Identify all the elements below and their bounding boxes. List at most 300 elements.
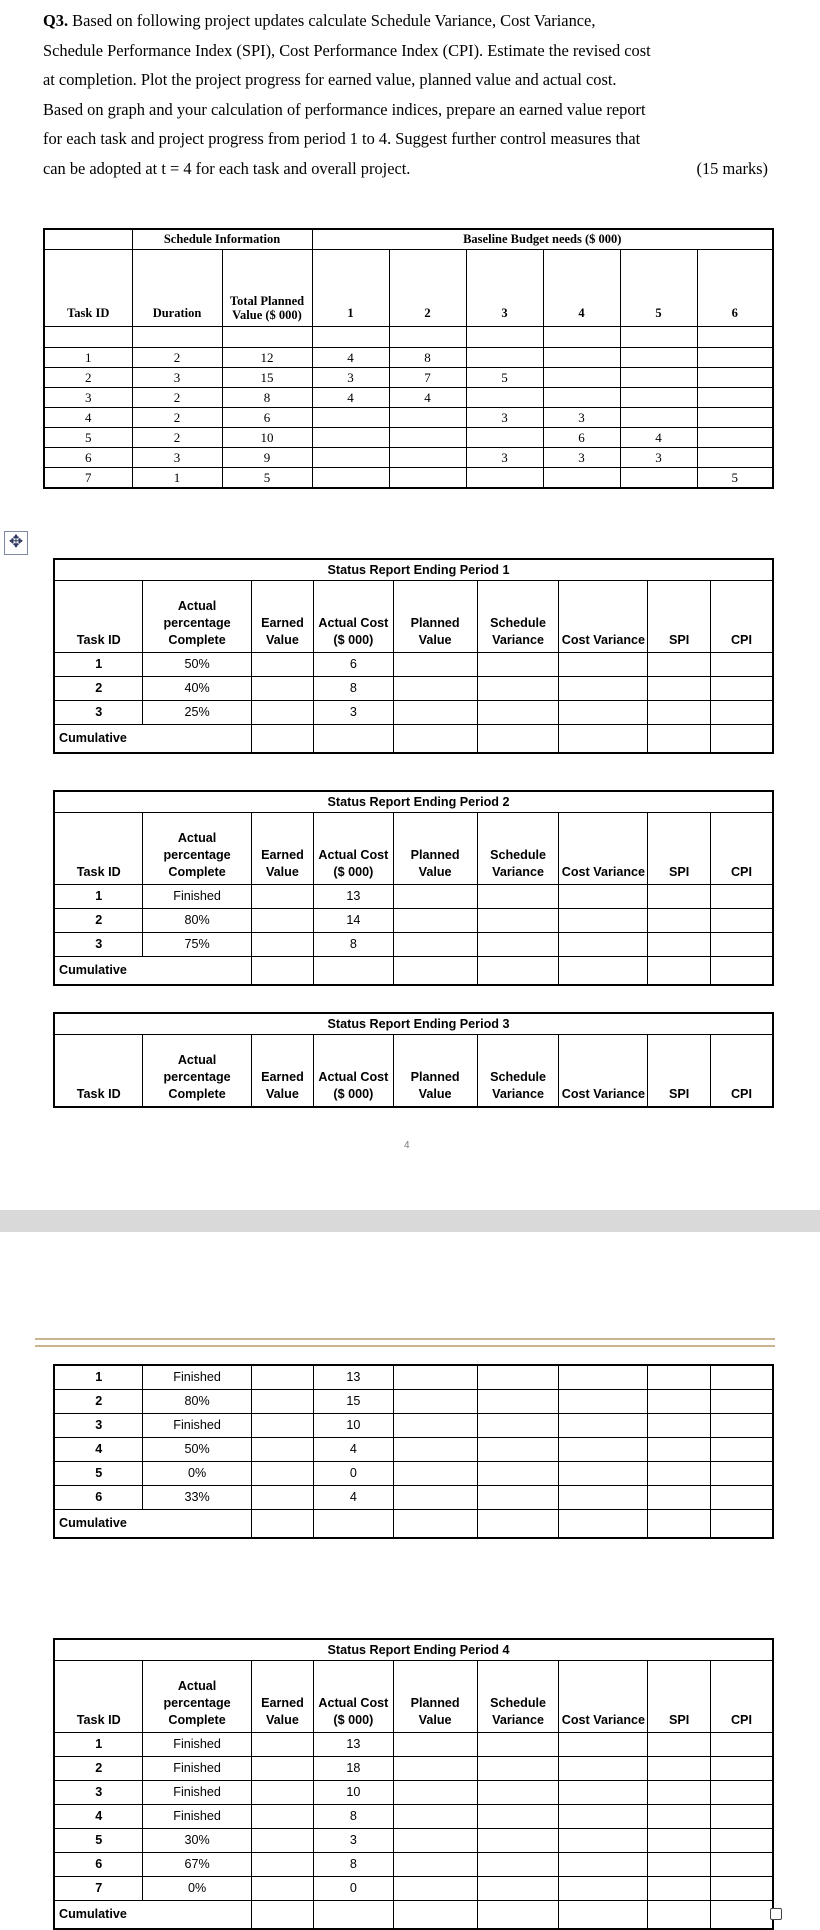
empty-cell: [648, 1781, 711, 1805]
col-spi: SPI: [648, 581, 711, 653]
empty-cell: [710, 1438, 773, 1462]
period-2-budget-cell: [389, 468, 466, 489]
period-4-budget-cell: [543, 368, 620, 388]
cumulative-label: Cumulative: [54, 1901, 251, 1930]
earned-value-cell: [251, 677, 314, 701]
status-report-title: Status Report Ending Period 3: [54, 1013, 773, 1035]
task-id-cell: 7: [54, 1877, 143, 1901]
empty-cell: [393, 909, 477, 933]
total-planned-value-cell: 8: [222, 388, 312, 408]
table-row: [54, 1438, 773, 1462]
period-3-budget-cell: [466, 428, 543, 448]
cumulative-row: [54, 725, 773, 754]
duration-cell: 3: [132, 448, 222, 468]
actual-cost-cell: 18: [314, 1757, 393, 1781]
empty-cell: [710, 653, 773, 677]
earned-value-cell: [251, 1486, 314, 1510]
empty-cell: [477, 1757, 559, 1781]
period-2-budget-cell: [389, 408, 466, 428]
empty-cell: [393, 1901, 477, 1930]
period-1-budget-cell: [312, 448, 389, 468]
total-planned-value-cell: 6: [222, 408, 312, 428]
earned-value-cell: [251, 1805, 314, 1829]
task-id-cell: 3: [54, 933, 143, 957]
col-spi: SPI: [648, 1035, 711, 1108]
empty-cell: [393, 1390, 477, 1414]
question-number: Q3.: [43, 11, 69, 30]
period-6-budget-cell: [697, 368, 773, 388]
status-report-period-3-rows: [53, 1364, 774, 1539]
col-actual-pct: Actual percentage Complete: [143, 1661, 251, 1733]
earned-value-cell: [251, 1414, 314, 1438]
task-id-cell: 2: [54, 677, 143, 701]
col-task-id: Task ID: [44, 250, 132, 327]
period-5-budget-cell: [620, 408, 697, 428]
empty-cell: [648, 1853, 711, 1877]
actual-percentage-cell: Finished: [143, 1781, 251, 1805]
actual-percentage-cell: Finished: [143, 1414, 251, 1438]
actual-cost-cell: 15: [314, 1390, 393, 1414]
table-row: [54, 1853, 773, 1877]
question-line-3: at completion. Plot the project progress for earned value, planned value and actual cost.: [43, 70, 617, 90]
task-id-cell: 4: [54, 1438, 143, 1462]
empty-cell: [314, 1510, 393, 1539]
empty-cell: [648, 1390, 711, 1414]
period-4-budget-cell: 3: [543, 408, 620, 428]
period-5-budget-cell: [620, 468, 697, 489]
period-3-budget-cell: 3: [466, 408, 543, 428]
empty-cell: [559, 909, 648, 933]
status-report-title: Status Report Ending Period 1: [54, 559, 773, 581]
empty-cell: [648, 1510, 711, 1539]
earned-value-cell: [251, 1462, 314, 1486]
empty-cell: [710, 1877, 773, 1901]
period-4-budget-cell: [543, 348, 620, 368]
col-cost-variance: Cost Variance: [559, 1035, 648, 1108]
period-5-budget-cell: [620, 368, 697, 388]
empty-cell: [393, 653, 477, 677]
duration-cell: 2: [132, 428, 222, 448]
earned-value-cell: [251, 1390, 314, 1414]
table-row: [44, 368, 773, 388]
period-2-budget-cell: 8: [389, 348, 466, 368]
status-report-period-4: [53, 1638, 774, 1930]
empty-cell: [559, 701, 648, 725]
empty-cell: [314, 957, 393, 986]
empty-cell: [648, 1901, 711, 1930]
earned-value-cell: [251, 653, 314, 677]
task-id-cell: 3: [54, 1781, 143, 1805]
empty-cell: [477, 1901, 559, 1930]
empty-cell: [477, 1853, 559, 1877]
period-5-budget-cell: 4: [620, 428, 697, 448]
task-id-cell: 5: [54, 1829, 143, 1853]
table-resize-handle[interactable]: [770, 1908, 782, 1920]
col-total-planned-value: Total Planned Value ($ 000): [222, 250, 312, 327]
status-report-period-3: [53, 1012, 774, 1108]
task-id-cell: 3: [54, 1414, 143, 1438]
col-spi: SPI: [648, 813, 711, 885]
cumulative-row: [54, 957, 773, 986]
period-3-budget-cell: 5: [466, 368, 543, 388]
actual-cost-cell: 8: [314, 933, 393, 957]
table-row: [54, 1414, 773, 1438]
task-id-cell: 1: [54, 1733, 143, 1757]
empty-cell: [710, 1781, 773, 1805]
period-6-budget-cell: [697, 428, 773, 448]
divider: [35, 1338, 775, 1340]
empty-cell: [477, 933, 559, 957]
period-1-budget-cell: [312, 428, 389, 448]
empty-cell: [477, 885, 559, 909]
empty-cell: [393, 1438, 477, 1462]
empty-cell: [477, 1365, 559, 1390]
col-cost-variance: Cost Variance: [559, 581, 648, 653]
period-3-budget-cell: [466, 468, 543, 489]
empty-cell: [393, 1877, 477, 1901]
col-spi: SPI: [648, 1661, 711, 1733]
empty-cell: [393, 1757, 477, 1781]
period-5-budget-cell: [620, 388, 697, 408]
empty-cell: [710, 1510, 773, 1539]
status-report-title: Status Report Ending Period 2: [54, 791, 773, 813]
cumulative-label: Cumulative: [54, 957, 251, 986]
period-3-budget-cell: [466, 348, 543, 368]
period-6-budget-cell: [697, 388, 773, 408]
empty-cell: [477, 1510, 559, 1539]
col-earned-value: Earned Value: [251, 581, 314, 653]
col-duration: Duration: [132, 250, 222, 327]
table-row: [54, 1462, 773, 1486]
actual-cost-cell: 3: [314, 1829, 393, 1853]
empty-cell: [710, 1486, 773, 1510]
empty-cell: [648, 957, 711, 986]
question-line-4: Based on graph and your calculation of performance indices, prepare an earned value report: [43, 99, 646, 119]
actual-cost-cell: 10: [314, 1781, 393, 1805]
divider: [35, 1345, 775, 1347]
col-task-id: Task ID: [54, 813, 143, 885]
col-task-id: Task ID: [54, 1035, 143, 1108]
empty-cell: [559, 1390, 648, 1414]
period-2-budget-cell: [389, 428, 466, 448]
empty-cell: [477, 1414, 559, 1438]
duration-cell: 2: [132, 388, 222, 408]
col-schedule-variance: Schedule Variance: [477, 1035, 559, 1108]
empty-cell: [648, 1486, 711, 1510]
question-line-6: can be adopted at t = 4 for each task and overall project. (15 marks): [43, 154, 768, 184]
empty-cell: [559, 957, 648, 986]
empty-cell: [559, 1414, 648, 1438]
table-row: [44, 448, 773, 468]
earned-value-cell: [251, 933, 314, 957]
empty-cell: [251, 1510, 314, 1539]
task-id-cell: 7: [44, 468, 132, 489]
baseline-rows: [44, 348, 773, 489]
empty-cell: [477, 1805, 559, 1829]
empty-cell: [393, 1781, 477, 1805]
table-row: [44, 408, 773, 428]
actual-percentage-cell: 80%: [143, 1390, 251, 1414]
col-actual-pct: Actual percentage Complete: [143, 581, 251, 653]
col-earned-value: Earned Value: [251, 1661, 314, 1733]
task-id-cell: 1: [44, 348, 132, 368]
col-task-id: Task ID: [54, 1661, 143, 1733]
duration-cell: 1: [132, 468, 222, 489]
period-5-budget-cell: [620, 348, 697, 368]
empty-cell: [477, 957, 559, 986]
col-planned-value: Planned Value: [393, 1035, 477, 1108]
empty-cell: [710, 725, 773, 754]
empty-cell: [393, 1414, 477, 1438]
task-id-cell: 5: [54, 1462, 143, 1486]
empty-cell: [477, 1781, 559, 1805]
task-id-cell: 6: [44, 448, 132, 468]
empty-cell: [559, 1510, 648, 1539]
period-5-budget-cell: 3: [620, 448, 697, 468]
col-task-id: Task ID: [54, 581, 143, 653]
period-2-budget-cell: [389, 448, 466, 468]
empty-cell: [251, 957, 314, 986]
task-id-cell: 2: [54, 1757, 143, 1781]
col-cpi: CPI: [710, 1035, 773, 1108]
actual-cost-cell: 8: [314, 677, 393, 701]
empty-cell: [648, 1733, 711, 1757]
empty-cell: [559, 1486, 648, 1510]
status-report-period-1: [53, 558, 774, 754]
actual-cost-cell: 0: [314, 1877, 393, 1901]
col-cpi: CPI: [710, 813, 773, 885]
empty-cell: [648, 1757, 711, 1781]
empty-cell: [559, 653, 648, 677]
col-actual-pct: Actual percentage Complete: [143, 813, 251, 885]
empty-cell: [393, 1805, 477, 1829]
empty-cell: [710, 1414, 773, 1438]
total-planned-value-cell: 15: [222, 368, 312, 388]
empty-cell: [314, 1901, 393, 1930]
empty-cell: [710, 885, 773, 909]
actual-cost-cell: 8: [314, 1805, 393, 1829]
empty-cell: [477, 653, 559, 677]
empty-cell: [559, 1901, 648, 1930]
col-cpi: CPI: [710, 581, 773, 653]
cumulative-label: Cumulative: [54, 725, 251, 754]
cumulative-row: [54, 1510, 773, 1539]
col-earned-value: Earned Value: [251, 813, 314, 885]
empty-cell: [477, 909, 559, 933]
empty-cell: [559, 1781, 648, 1805]
empty-cell: [559, 1805, 648, 1829]
empty-cell: [710, 1805, 773, 1829]
empty-cell: [648, 1438, 711, 1462]
actual-percentage-cell: 30%: [143, 1829, 251, 1853]
earned-value-cell: [251, 885, 314, 909]
total-planned-value-cell: 12: [222, 348, 312, 368]
empty-cell: [477, 1877, 559, 1901]
actual-percentage-cell: Finished: [143, 1757, 251, 1781]
cumulative-row: [54, 1901, 773, 1930]
empty-cell: [393, 677, 477, 701]
table-row: [54, 1365, 773, 1390]
actual-cost-cell: 4: [314, 1438, 393, 1462]
empty-cell: [393, 1829, 477, 1853]
empty-cell: [648, 653, 711, 677]
empty-cell: [559, 1853, 648, 1877]
total-planned-value-cell: 10: [222, 428, 312, 448]
period-6-budget-cell: [697, 348, 773, 368]
period-1-budget-cell: 4: [312, 388, 389, 408]
empty-cell: [393, 1486, 477, 1510]
col-actual-cost: Actual Cost ($ 000): [314, 1035, 393, 1108]
col-schedule-variance: Schedule Variance: [477, 813, 559, 885]
actual-percentage-cell: 75%: [143, 933, 251, 957]
col-actual-cost: Actual Cost ($ 000): [314, 1661, 393, 1733]
col-period-6: 6: [697, 250, 773, 327]
actual-cost-cell: 13: [314, 1733, 393, 1757]
earned-value-cell: [251, 1877, 314, 1901]
table-row: [54, 1757, 773, 1781]
actual-cost-cell: 0: [314, 1462, 393, 1486]
task-id-cell: 1: [54, 1365, 143, 1390]
table-row: [54, 1877, 773, 1901]
col-period-3: 3: [466, 250, 543, 327]
empty-cell: [559, 1877, 648, 1901]
actual-percentage-cell: 67%: [143, 1853, 251, 1877]
empty-cell: [710, 677, 773, 701]
empty-cell: [559, 1757, 648, 1781]
col-planned-value: Planned Value: [393, 813, 477, 885]
empty-cell: [393, 885, 477, 909]
empty-cell: [710, 957, 773, 986]
table-row: [54, 885, 773, 909]
period-4-budget-cell: 6: [543, 428, 620, 448]
table-row: [44, 428, 773, 448]
empty-cell: [559, 933, 648, 957]
empty-cell: [559, 677, 648, 701]
empty-cell: [314, 725, 393, 754]
actual-percentage-cell: 80%: [143, 909, 251, 933]
empty-cell: [648, 1462, 711, 1486]
question-line-2: Schedule Performance Index (SPI), Cost Performance Index (CPI). Estimate the revised cost: [43, 40, 651, 60]
actual-percentage-cell: Finished: [143, 1733, 251, 1757]
empty-cell: [477, 1438, 559, 1462]
question-text: [43, 6, 768, 184]
table-row: [54, 1390, 773, 1414]
empty-cell: [648, 1829, 711, 1853]
actual-percentage-cell: Finished: [143, 1365, 251, 1390]
empty-cell: [559, 1462, 648, 1486]
task-id-cell: 4: [44, 408, 132, 428]
schedule-info-header: Schedule Information: [132, 229, 312, 250]
table-move-handle-icon[interactable]: ✥: [4, 531, 28, 555]
total-planned-value-cell: 9: [222, 448, 312, 468]
period-1-budget-cell: 4: [312, 348, 389, 368]
table-row: [54, 701, 773, 725]
duration-cell: 3: [132, 368, 222, 388]
empty-cell: [477, 677, 559, 701]
period-4-budget-cell: [543, 468, 620, 489]
actual-percentage-cell: 33%: [143, 1486, 251, 1510]
period-3-budget-cell: [466, 388, 543, 408]
col-cost-variance: Cost Variance: [559, 813, 648, 885]
table-row: [54, 1805, 773, 1829]
col-actual-pct: Actual percentage Complete: [143, 1035, 251, 1108]
table-row: [44, 388, 773, 408]
table-row: [54, 1829, 773, 1853]
task-id-cell: 6: [54, 1853, 143, 1877]
empty-cell: [648, 1365, 711, 1390]
col-cost-variance: Cost Variance: [559, 1661, 648, 1733]
actual-cost-cell: 10: [314, 1414, 393, 1438]
table-row: [44, 468, 773, 489]
empty-cell: [710, 933, 773, 957]
table-row: [54, 1733, 773, 1757]
col-schedule-variance: Schedule Variance: [477, 1661, 559, 1733]
total-planned-value-cell: 5: [222, 468, 312, 489]
empty-cell: [710, 1901, 773, 1930]
col-period-1: 1: [312, 250, 389, 327]
earned-value-cell: [251, 1438, 314, 1462]
task-id-cell: 5: [44, 428, 132, 448]
empty-cell: [393, 1853, 477, 1877]
table-row: [54, 677, 773, 701]
actual-cost-cell: 3: [314, 701, 393, 725]
period-6-budget-cell: [697, 448, 773, 468]
empty-cell: [559, 1438, 648, 1462]
period-2-budget-cell: 4: [389, 388, 466, 408]
table-row: [44, 348, 773, 368]
actual-cost-cell: 13: [314, 885, 393, 909]
empty-cell: [477, 1462, 559, 1486]
empty-cell: [477, 1829, 559, 1853]
period-4-budget-cell: 3: [543, 448, 620, 468]
empty-cell: [559, 1829, 648, 1853]
empty-cell: [648, 1414, 711, 1438]
cumulative-label: Cumulative: [54, 1510, 251, 1539]
actual-percentage-cell: 25%: [143, 701, 251, 725]
col-schedule-variance: Schedule Variance: [477, 581, 559, 653]
empty-cell: [251, 725, 314, 754]
actual-cost-cell: 8: [314, 1853, 393, 1877]
empty-cell: [393, 1365, 477, 1390]
period-1-budget-cell: [312, 408, 389, 428]
actual-percentage-cell: Finished: [143, 885, 251, 909]
col-period-2: 2: [389, 250, 466, 327]
empty-cell: [559, 1365, 648, 1390]
col-cpi: CPI: [710, 1661, 773, 1733]
page-break: [0, 1210, 820, 1232]
empty-cell: [393, 725, 477, 754]
empty-cell: [710, 1757, 773, 1781]
empty-cell: [648, 1877, 711, 1901]
col-planned-value: Planned Value: [393, 1661, 477, 1733]
table-row: [54, 1781, 773, 1805]
empty-cell: [477, 701, 559, 725]
col-planned-value: Planned Value: [393, 581, 477, 653]
status-report-period-2: [53, 790, 774, 986]
earned-value-cell: [251, 1757, 314, 1781]
empty-cell: [559, 885, 648, 909]
empty-cell: [477, 1486, 559, 1510]
empty-cell: [648, 677, 711, 701]
empty-cell: [648, 725, 711, 754]
empty-cell: [648, 933, 711, 957]
earned-value-cell: [251, 1853, 314, 1877]
actual-cost-cell: 14: [314, 909, 393, 933]
empty-cell: [393, 1510, 477, 1539]
empty-cell: [251, 1901, 314, 1930]
baseline-table: [43, 228, 774, 489]
earned-value-cell: [251, 1365, 314, 1390]
